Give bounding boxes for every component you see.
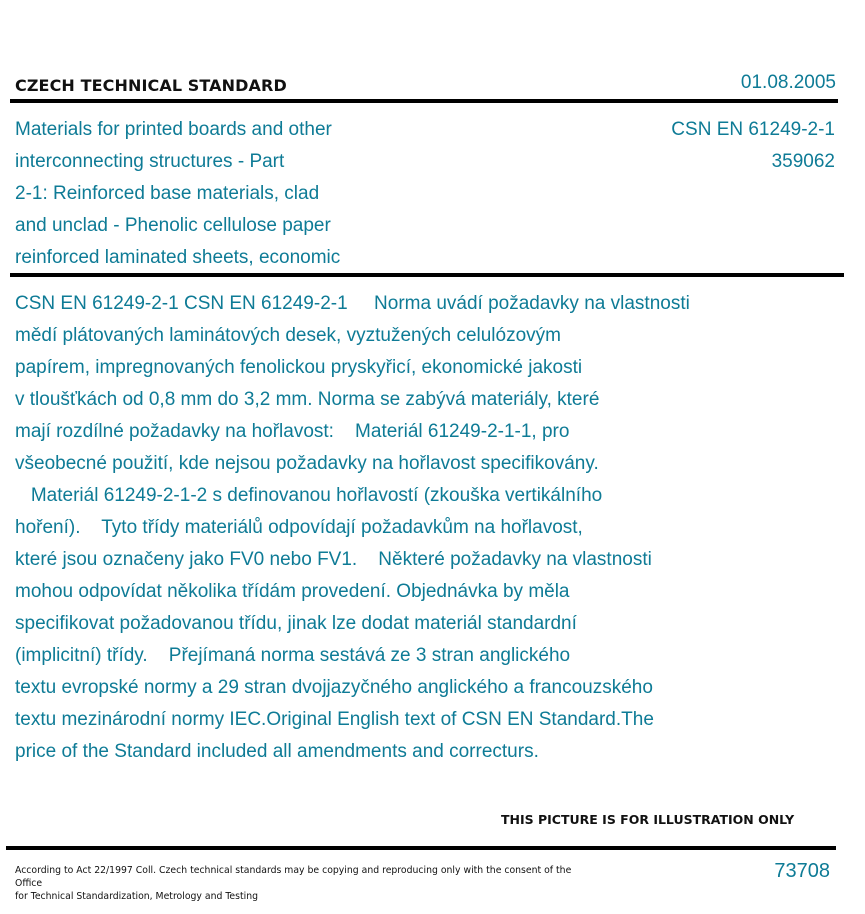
standard-code: CSN EN 61249-2-1 <box>671 119 835 140</box>
document-number: 73708 <box>774 860 830 882</box>
footer-divider <box>6 846 836 850</box>
legal-notice: According to Act 22/1997 Coll. Czech technical standards may be copying and reproducing only with the consent of the Office for Technical Standardization, Metrology and Testing <box>15 865 572 902</box>
illustration-disclaimer: THIS PICTURE IS FOR ILLUSTRATION ONLY <box>501 812 795 827</box>
classification-number: 359062 <box>771 151 835 172</box>
issue-date: 01.08.2005 <box>740 72 836 93</box>
header-divider <box>10 99 838 103</box>
document-heading: CZECH TECHNICAL STANDARD <box>15 76 287 95</box>
standard-title: Materials for printed boards and other interconnecting structures - Part 2-1: Reinforced base materials, clad and unclad - Phenolic cellulose paper reinforced laminated sheets, economic <box>15 119 341 268</box>
title-divider <box>10 273 844 277</box>
standard-identifier <box>671 114 835 178</box>
standard-description: CSN EN 61249-2-1 CSN EN 61249-2-1 Norma uvádí požadavky na vlastnosti mědí plátovaných laminátových desek, vyztužených celulózovým papírem, impregnovaných fenolickou pryskyřicí, ekonomické jakosti v tloušťkách od 0,8 mm do 3,2 mm. Norma se zabývá materiály, které mají rozdílné požadavky na hořlavost: Materiál 61249-2-1-1, pro všeobecné použití, kde nejsou požadavky na hořlavost specifikovány. Materiál 61249-2-1-2 s definovanou hořlavostí (zkouška vertikálního hoření). Tyto třídy materiálů odpovídají požadavkům na hořlavost, které jsou označeny jako FV0 nebo FV1. Některé požadavky na vlastnosti mohou odpovídat několika třídám provedení. Objednávka by měla specifikovat požadovanou třídu, jinak lze dodat materiál standardní (implicitní) třídy. Přejímaná norma sestává ze 3 stran anglického textu evropské normy a 29 stran dvojjazyčného anglického a francouzského textu mezinárodní normy IEC.Original English text of CSN EN Standard.The price of the Standard included all amendments and correcturs. <box>15 293 690 762</box>
